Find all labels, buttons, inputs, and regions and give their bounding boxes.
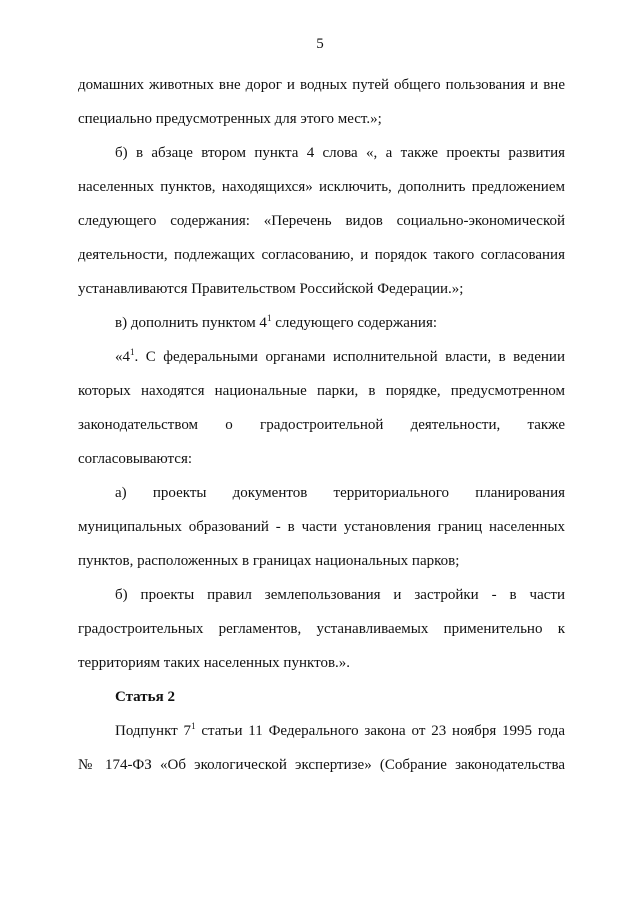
text-line-main: которых находятся национальные парки, в порядке, предусмотренном — [78, 383, 565, 399]
text-line — [78, 340, 565, 374]
text-line-main: устанавливаются Правительством Российской Федерации.»; — [78, 281, 464, 297]
text-line-main: Подпункт 7 — [115, 723, 192, 739]
text-line — [78, 306, 565, 340]
text-line-main: пунктов, расположенных в границах национальных парков; — [78, 553, 460, 569]
text-line-main: законодательством о градостроительной деятельности, также — [78, 417, 565, 433]
text-line — [78, 204, 565, 238]
text-line — [78, 68, 565, 102]
text-line — [78, 748, 565, 782]
text-line-main: территориям таких населенных пунктов.». — [78, 655, 351, 671]
document-body — [78, 68, 565, 782]
text-line — [78, 374, 565, 408]
text-line-continuation: . С федеральными органами исполнительной власти, в ведении — [134, 349, 565, 365]
text-line-main: деятельности, подлежащих согласованию, и порядок такого согласования — [78, 247, 565, 263]
superscript: 1 — [130, 347, 135, 357]
page-number: 5 — [316, 36, 324, 52]
text-line-main: в) дополнить пунктом 4 — [115, 315, 267, 331]
text-line — [78, 510, 565, 544]
text-line-main: согласовываются: — [78, 451, 193, 467]
text-line-main: специально предусмотренных для этого мест.»; — [78, 111, 382, 127]
text-line-main: б) в абзаце втором пункта 4 слова «, а также проекты развития — [115, 145, 565, 161]
text-line-main: муниципальных образований - в части установления границ населенных — [78, 519, 565, 535]
text-line-continuation: статьи 11 Федерального закона от 23 ноября 1995 года — [195, 723, 566, 739]
text-line-main: № 174-ФЗ «Об экологической экспертизе» (Собрание законодательства — [78, 757, 565, 773]
text-line — [78, 714, 565, 748]
text-line-main: б) проекты правил землепользования и застройки - в части — [115, 587, 565, 603]
text-line — [78, 136, 565, 170]
text-line-main: а) проекты документов территориального планирования — [115, 485, 565, 501]
text-line — [78, 408, 565, 442]
text-line-main: «4 — [115, 349, 130, 365]
text-line — [78, 476, 565, 510]
text-line-main: градостроительных регламентов, устанавливаемых применительно к — [78, 621, 565, 637]
text-line — [78, 238, 565, 272]
text-line-main: Статья 2 — [115, 689, 175, 705]
text-line — [78, 170, 565, 204]
text-line — [78, 442, 565, 476]
text-line-main: домашних животных вне дорог и водных путей общего пользования и вне — [78, 77, 565, 93]
article-heading — [78, 680, 565, 714]
text-line-main: населенных пунктов, находящихся» исключить, дополнить предложением — [78, 179, 565, 195]
superscript: 1 — [266, 313, 272, 323]
text-line — [78, 544, 565, 578]
text-line — [78, 612, 565, 646]
text-line-continuation: следующего содержания: — [271, 315, 438, 331]
text-line — [78, 578, 565, 612]
text-line-main: следующего содержания: «Перечень видов социально-экономической — [78, 213, 565, 229]
text-line — [78, 272, 565, 306]
text-line — [78, 646, 565, 680]
text-line — [78, 102, 565, 136]
superscript: 1 — [191, 721, 196, 731]
